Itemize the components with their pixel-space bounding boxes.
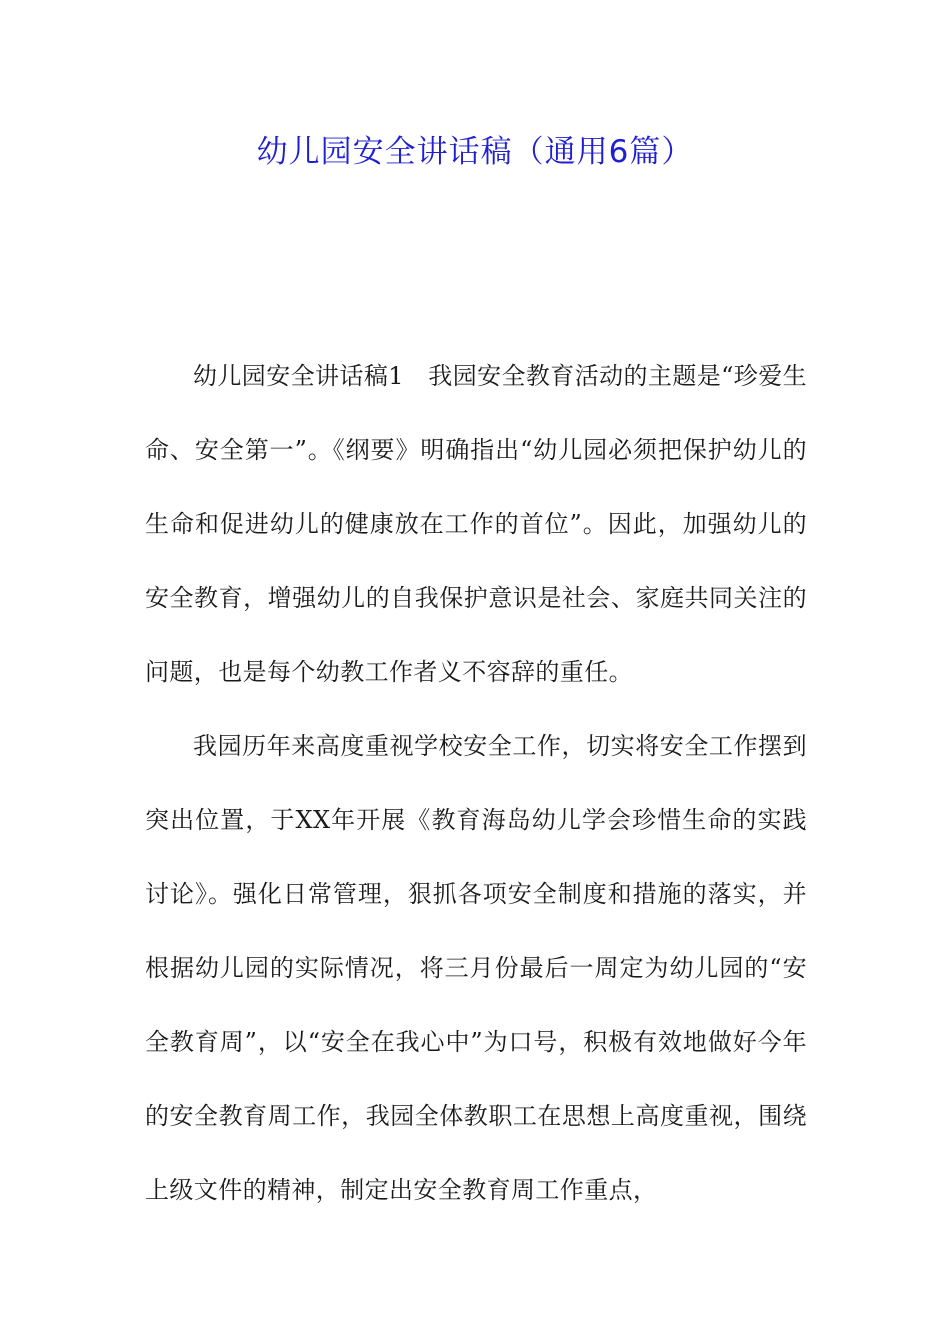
document-title: 幼儿园安全讲话稿（通用6篇）: [256, 134, 694, 170]
document-body: [145, 339, 807, 1227]
paragraph-1: 幼儿园安全讲话稿1 我园安全教育活动的主题是“珍爱生命、安全第一”。《纲要》明确指出“幼儿园必须把保护幼儿的生命和促进幼儿的健康放在工作的首位”。因此，加强幼儿的安全教育，增强幼儿的自我保护意识是社会、家庭共同关注的问题，也是每个幼教工作者义不容辞的重任。: [145, 362, 807, 686]
paragraph-2: 我园历年来高度重视学校安全工作，切实将安全工作摆到突出位置，于XX年开展《教育海岛幼儿学会珍惜生命的实践讨论》。强化日常管理，狠抓各项安全制度和措施的落实，并根据幼儿园的实际情况，将三月份最后一周定为幼儿园的“安全教育周”，以“安全在我心中”为口号，积极有效地做好今年的安全教育周工作，我园全体教职工在思想上高度重视，围绕上级文件的精神，制定出安全教育周工作重点，: [145, 732, 807, 1204]
